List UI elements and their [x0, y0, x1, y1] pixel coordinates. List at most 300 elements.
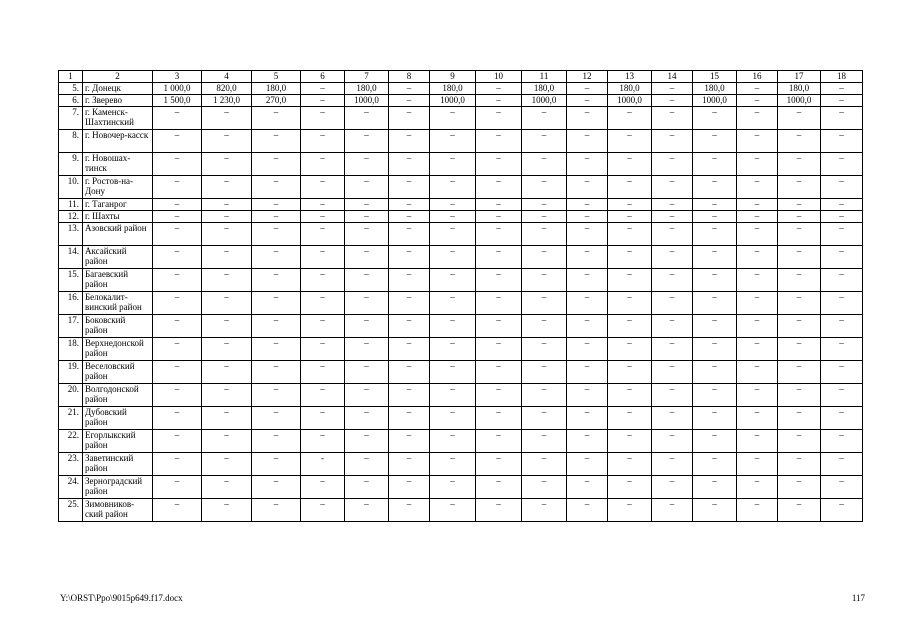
value-cell: –: [153, 199, 202, 211]
value-cell: –: [821, 269, 863, 292]
value-cell: –: [821, 384, 863, 407]
value-cell: –: [737, 83, 778, 95]
value-cell: –: [652, 83, 693, 95]
value-cell: –: [252, 338, 301, 361]
value-cell: –: [652, 199, 693, 211]
value-cell: –: [652, 361, 693, 384]
value-cell: –: [652, 430, 693, 453]
value-cell: –: [202, 338, 252, 361]
value-cell: –: [476, 95, 522, 107]
row-number: 19.: [59, 361, 83, 384]
value-cell: –: [430, 338, 476, 361]
value-cell: –: [430, 407, 476, 430]
value-cell: –: [153, 269, 202, 292]
row-name: г. Каменск-Шахтинский: [83, 107, 153, 130]
value-cell: –: [476, 292, 522, 315]
value-cell: –: [301, 430, 345, 453]
value-cell: –: [252, 476, 301, 499]
value-cell: –: [389, 384, 430, 407]
value-cell: –: [389, 211, 430, 223]
value-cell: –: [522, 292, 567, 315]
value-cell: –: [522, 107, 567, 130]
value-cell: –: [252, 199, 301, 211]
value-cell: –: [202, 430, 252, 453]
table-row: [59, 153, 863, 176]
value-cell: –: [522, 338, 567, 361]
table-row: [59, 107, 863, 130]
value-cell: –: [567, 223, 608, 246]
value-cell: –: [693, 269, 737, 292]
value-cell: –: [476, 223, 522, 246]
value-cell: –: [153, 499, 202, 522]
value-cell: –: [301, 107, 345, 130]
value-cell: –: [693, 453, 737, 476]
value-cell: –: [153, 361, 202, 384]
row-name: Верхнедонской район: [83, 338, 153, 361]
table-row: [59, 315, 863, 338]
value-cell: 180,0: [778, 83, 821, 95]
value-cell: –: [652, 223, 693, 246]
value-cell: –: [778, 153, 821, 176]
value-cell: –: [301, 361, 345, 384]
value-cell: –: [476, 315, 522, 338]
value-cell: –: [522, 499, 567, 522]
value-cell: –: [608, 176, 652, 199]
value-cell: –: [389, 476, 430, 499]
value-cell: –: [345, 246, 389, 269]
value-cell: –: [737, 499, 778, 522]
row-number: 22.: [59, 430, 83, 453]
value-cell: –: [153, 246, 202, 269]
value-cell: 820,0: [202, 83, 252, 95]
value-cell: 1 230,0: [202, 95, 252, 107]
row-name: Волгодонской район: [83, 384, 153, 407]
row-number: 16.: [59, 292, 83, 315]
header-cell: 14: [652, 71, 693, 83]
value-cell: –: [567, 176, 608, 199]
value-cell: –: [778, 499, 821, 522]
table-row: [59, 176, 863, 199]
value-cell: –: [737, 246, 778, 269]
value-cell: –: [821, 176, 863, 199]
value-cell: –: [202, 153, 252, 176]
value-cell: –: [153, 430, 202, 453]
table-row: [59, 130, 863, 153]
table-row: [59, 453, 863, 476]
row-number: 7.: [59, 107, 83, 130]
value-cell: –: [652, 246, 693, 269]
header-cell: 16: [737, 71, 778, 83]
value-cell: –: [252, 211, 301, 223]
value-cell: –: [202, 107, 252, 130]
table-row: [59, 384, 863, 407]
row-name: г. Зверево: [83, 95, 153, 107]
value-cell: –: [476, 246, 522, 269]
value-cell: –: [301, 338, 345, 361]
value-cell: –: [608, 407, 652, 430]
value-cell: –: [652, 211, 693, 223]
value-cell: –: [821, 292, 863, 315]
value-cell: –: [778, 269, 821, 292]
row-name: Зерноградский район: [83, 476, 153, 499]
value-cell: –: [153, 107, 202, 130]
value-cell: –: [202, 407, 252, 430]
value-cell: –: [345, 499, 389, 522]
value-cell: 1000,0: [778, 95, 821, 107]
value-cell: –: [652, 315, 693, 338]
value-cell: –: [652, 176, 693, 199]
value-cell: –: [476, 107, 522, 130]
header-cell: 18: [821, 71, 863, 83]
value-cell: –: [522, 407, 567, 430]
value-cell: –: [522, 211, 567, 223]
value-cell: –: [476, 384, 522, 407]
value-cell: –: [778, 384, 821, 407]
value-cell: 1000,0: [608, 95, 652, 107]
value-cell: –: [608, 107, 652, 130]
value-cell: –: [252, 453, 301, 476]
value-cell: –: [608, 476, 652, 499]
value-cell: –: [821, 338, 863, 361]
value-cell: –: [345, 361, 389, 384]
value-cell: –: [153, 130, 202, 153]
row-name: Азовский район: [83, 223, 153, 246]
value-cell: –: [608, 384, 652, 407]
value-cell: –: [476, 176, 522, 199]
value-cell: 1000,0: [693, 95, 737, 107]
value-cell: –: [202, 499, 252, 522]
row-name: Веселовский район: [83, 361, 153, 384]
value-cell: –: [778, 453, 821, 476]
value-cell: –: [567, 83, 608, 95]
value-cell: –: [652, 269, 693, 292]
value-cell: –: [821, 499, 863, 522]
value-cell: –: [821, 107, 863, 130]
value-cell: –: [567, 107, 608, 130]
value-cell: –: [608, 223, 652, 246]
value-cell: –: [301, 153, 345, 176]
value-cell: –: [430, 384, 476, 407]
value-cell: –: [608, 211, 652, 223]
value-cell: –: [693, 407, 737, 430]
value-cell: –: [652, 499, 693, 522]
value-cell: –: [693, 476, 737, 499]
value-cell: –: [778, 107, 821, 130]
value-cell: 180,0: [345, 83, 389, 95]
value-cell: -: [301, 453, 345, 476]
value-cell: –: [389, 338, 430, 361]
value-cell: –: [522, 199, 567, 211]
value-cell: –: [345, 269, 389, 292]
value-cell: –: [301, 95, 345, 107]
row-number: 8.: [59, 130, 83, 153]
table-row: [59, 430, 863, 453]
value-cell: 1000,0: [430, 95, 476, 107]
value-cell: –: [301, 315, 345, 338]
row-name: Багаевский район: [83, 269, 153, 292]
value-cell: –: [821, 361, 863, 384]
value-cell: –: [345, 384, 389, 407]
table-row: [59, 211, 863, 223]
value-cell: –: [430, 153, 476, 176]
value-cell: –: [252, 430, 301, 453]
value-cell: –: [389, 83, 430, 95]
value-cell: –: [345, 176, 389, 199]
value-cell: –: [567, 199, 608, 211]
value-cell: –: [301, 292, 345, 315]
value-cell: –: [737, 407, 778, 430]
value-cell: –: [821, 407, 863, 430]
value-cell: –: [693, 499, 737, 522]
value-cell: –: [202, 453, 252, 476]
value-cell: –: [737, 292, 778, 315]
value-cell: –: [737, 199, 778, 211]
value-cell: –: [430, 130, 476, 153]
row-name: Аксайский район: [83, 246, 153, 269]
value-cell: –: [430, 107, 476, 130]
header-cell: 9: [430, 71, 476, 83]
value-cell: –: [301, 176, 345, 199]
value-cell: –: [430, 269, 476, 292]
table-row: [59, 199, 863, 211]
value-cell: –: [301, 130, 345, 153]
row-name: Заветинский район: [83, 453, 153, 476]
value-cell: –: [345, 430, 389, 453]
row-number: 20.: [59, 384, 83, 407]
row-number: 18.: [59, 338, 83, 361]
value-cell: –: [202, 361, 252, 384]
value-cell: –: [301, 384, 345, 407]
value-cell: –: [693, 153, 737, 176]
value-cell: –: [567, 315, 608, 338]
value-cell: –: [652, 453, 693, 476]
value-cell: –: [608, 430, 652, 453]
value-cell: –: [652, 338, 693, 361]
value-cell: –: [430, 223, 476, 246]
value-cell: –: [476, 361, 522, 384]
table-row: [59, 223, 863, 246]
value-cell: –: [522, 176, 567, 199]
value-cell: –: [693, 361, 737, 384]
value-cell: –: [301, 199, 345, 211]
value-cell: –: [153, 338, 202, 361]
value-cell: –: [202, 246, 252, 269]
header-cell: 8: [389, 71, 430, 83]
value-cell: –: [522, 476, 567, 499]
value-cell: –: [389, 223, 430, 246]
row-name: г. Новошах-тинск: [83, 153, 153, 176]
value-cell: –: [252, 384, 301, 407]
value-cell: –: [821, 223, 863, 246]
value-cell: –: [252, 499, 301, 522]
value-cell: –: [737, 315, 778, 338]
value-cell: –: [301, 246, 345, 269]
value-cell: –: [389, 153, 430, 176]
value-cell: –: [737, 107, 778, 130]
row-number: 6.: [59, 95, 83, 107]
value-cell: –: [567, 499, 608, 522]
value-cell: –: [301, 476, 345, 499]
header-cell: 4: [202, 71, 252, 83]
value-cell: –: [252, 107, 301, 130]
value-cell: –: [567, 384, 608, 407]
value-cell: –: [737, 476, 778, 499]
value-cell: –: [778, 211, 821, 223]
value-cell: –: [737, 95, 778, 107]
value-cell: –: [430, 476, 476, 499]
value-cell: –: [567, 453, 608, 476]
value-cell: –: [345, 199, 389, 211]
value-cell: –: [345, 211, 389, 223]
value-cell: –: [693, 246, 737, 269]
header-cell: 11: [522, 71, 567, 83]
value-cell: –: [389, 407, 430, 430]
value-cell: –: [430, 292, 476, 315]
value-cell: –: [693, 315, 737, 338]
value-cell: –: [652, 476, 693, 499]
value-cell: –: [522, 315, 567, 338]
value-cell: –: [522, 153, 567, 176]
value-cell: –: [778, 338, 821, 361]
value-cell: –: [778, 476, 821, 499]
value-cell: –: [345, 476, 389, 499]
header-cell: 7: [345, 71, 389, 83]
value-cell: –: [693, 130, 737, 153]
value-cell: –: [389, 199, 430, 211]
value-cell: –: [608, 153, 652, 176]
value-cell: –: [821, 315, 863, 338]
value-cell: –: [522, 361, 567, 384]
value-cell: –: [608, 453, 652, 476]
value-cell: –: [821, 199, 863, 211]
row-name: Дубовский район: [83, 407, 153, 430]
value-cell: –: [430, 430, 476, 453]
table-header-row: [59, 71, 863, 83]
table-row: [59, 361, 863, 384]
value-cell: –: [345, 407, 389, 430]
value-cell: –: [737, 130, 778, 153]
value-cell: –: [476, 499, 522, 522]
table-row: [59, 407, 863, 430]
value-cell: –: [567, 292, 608, 315]
value-cell: –: [301, 269, 345, 292]
value-cell: –: [567, 476, 608, 499]
header-cell: 2: [83, 71, 153, 83]
value-cell: 1 000,0: [153, 83, 202, 95]
value-cell: –: [652, 407, 693, 430]
value-cell: –: [476, 199, 522, 211]
value-cell: –: [252, 153, 301, 176]
value-cell: –: [389, 130, 430, 153]
value-cell: –: [430, 315, 476, 338]
table-row: [59, 83, 863, 95]
value-cell: –: [737, 223, 778, 246]
row-number: 25.: [59, 499, 83, 522]
value-cell: 180,0: [430, 83, 476, 95]
value-cell: –: [608, 246, 652, 269]
value-cell: –: [252, 292, 301, 315]
value-cell: –: [608, 361, 652, 384]
value-cell: –: [476, 407, 522, 430]
value-cell: –: [693, 211, 737, 223]
value-cell: –: [821, 430, 863, 453]
value-cell: –: [567, 153, 608, 176]
value-cell: –: [821, 211, 863, 223]
table-row: [59, 95, 863, 107]
value-cell: –: [821, 476, 863, 499]
value-cell: –: [652, 292, 693, 315]
header-cell: 12: [567, 71, 608, 83]
row-name: г. Шахты: [83, 211, 153, 223]
header-cell: 10: [476, 71, 522, 83]
value-cell: –: [345, 453, 389, 476]
row-number: 11.: [59, 199, 83, 211]
value-cell: 270,0: [252, 95, 301, 107]
row-name: Боковский район: [83, 315, 153, 338]
value-cell: –: [737, 453, 778, 476]
value-cell: –: [153, 453, 202, 476]
header-cell: 5: [252, 71, 301, 83]
value-cell: –: [389, 246, 430, 269]
value-cell: –: [737, 176, 778, 199]
row-number: 9.: [59, 153, 83, 176]
value-cell: –: [476, 83, 522, 95]
value-cell: –: [389, 315, 430, 338]
value-cell: –: [345, 223, 389, 246]
row-number: 21.: [59, 407, 83, 430]
row-name: Белокалит-винский район: [83, 292, 153, 315]
value-cell: –: [389, 453, 430, 476]
value-cell: –: [522, 453, 567, 476]
value-cell: –: [252, 361, 301, 384]
value-cell: –: [252, 407, 301, 430]
value-cell: –: [345, 153, 389, 176]
value-cell: –: [567, 269, 608, 292]
value-cell: –: [252, 269, 301, 292]
row-number: 14.: [59, 246, 83, 269]
value-cell: –: [693, 107, 737, 130]
value-cell: –: [153, 176, 202, 199]
value-cell: –: [737, 361, 778, 384]
row-number: 10.: [59, 176, 83, 199]
value-cell: –: [778, 407, 821, 430]
value-cell: –: [202, 476, 252, 499]
value-cell: –: [608, 269, 652, 292]
value-cell: –: [693, 223, 737, 246]
value-cell: –: [778, 361, 821, 384]
value-cell: –: [476, 430, 522, 453]
value-cell: –: [608, 499, 652, 522]
value-cell: 180,0: [522, 83, 567, 95]
row-number: 23.: [59, 453, 83, 476]
value-cell: –: [778, 315, 821, 338]
value-cell: –: [202, 130, 252, 153]
value-cell: –: [567, 246, 608, 269]
table-row: [59, 476, 863, 499]
value-cell: –: [430, 361, 476, 384]
value-cell: –: [522, 130, 567, 153]
value-cell: –: [693, 430, 737, 453]
header-cell: 1: [59, 71, 83, 83]
row-name: г. Таганрог: [83, 199, 153, 211]
value-cell: 180,0: [252, 83, 301, 95]
value-cell: –: [202, 384, 252, 407]
value-cell: –: [389, 95, 430, 107]
value-cell: 1000,0: [522, 95, 567, 107]
value-cell: –: [476, 338, 522, 361]
value-cell: –: [652, 95, 693, 107]
value-cell: –: [430, 211, 476, 223]
